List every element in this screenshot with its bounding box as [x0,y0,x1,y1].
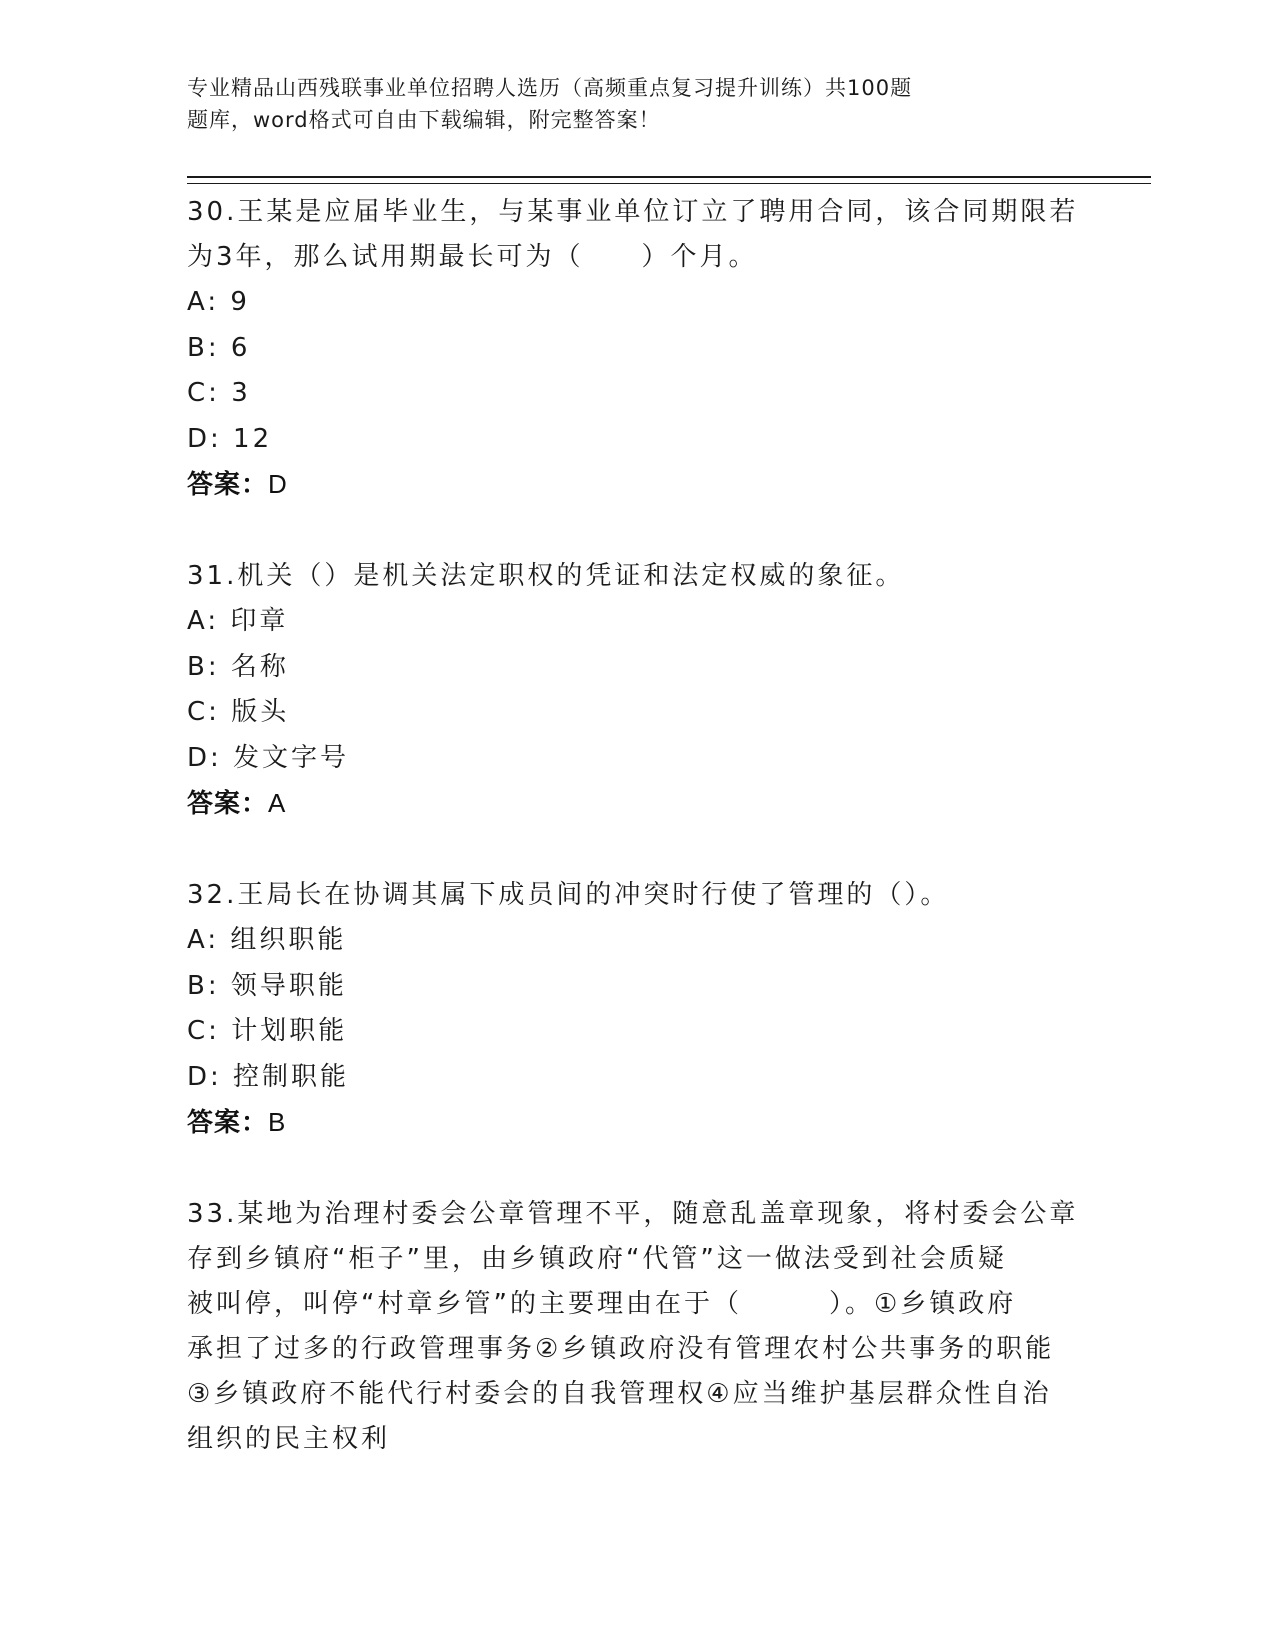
question-30 [187,190,1087,508]
option-a [187,599,1087,645]
answer-label: 答案： [187,470,269,500]
option-text: 6 [230,332,251,363]
option-d [187,417,1087,463]
answer [187,462,1087,508]
option-c [187,371,1087,417]
option-letter: A: [187,925,220,955]
question-stem-line: 承担了过多的行政管理事务②乡镇政府没有管理农村公共事务的职能 [187,1334,1055,1364]
question-stem-line: 33.某地为治理村委会公章管理不平，随意乱盖章现象，将村委会公章 [187,1199,1079,1229]
option-letter: A: [187,287,220,317]
option-c [187,1009,1087,1055]
option-a [187,918,1087,964]
option-letter: B: [187,332,220,363]
option-text: 发文字号 [233,742,350,773]
option-text: 组织职能 [230,925,347,955]
document-header [187,72,1067,136]
option-b [187,326,1087,372]
answer-value: D [268,469,288,499]
question-stem-line: 存到乡镇府“柜子”里，由乡镇政府“代管”这一做法受到社会质疑 [187,1244,1007,1274]
question-31 [187,554,1087,827]
option-d [187,736,1087,782]
option-d [187,1055,1087,1101]
option-text: 名称 [230,651,289,682]
option-c [187,690,1087,736]
option-letter: C: [187,697,220,727]
answer-value: B [268,1107,287,1137]
answer [187,1100,1087,1146]
question-stem-line: 为3年，那么试用期最长可为（ ）个月。 [187,242,758,272]
option-letter: D: [187,1061,222,1092]
option-text: 领导职能 [230,970,347,1001]
question-stem-line: 31.机关（）是机关法定职权的凭证和法定权威的象征。 [187,561,905,591]
answer-label: 答案： [187,789,269,819]
option-letter: D: [187,742,222,773]
option-letter: B: [187,651,220,682]
header-divider [187,176,1151,184]
question-stem-line: 被叫停，叫停“村章乡管”的主要理由在于（ ）。①乡镇政府 [187,1289,1017,1319]
answer-label: 答案： [187,1108,269,1138]
answer-value: A [268,788,287,818]
option-text: 控制职能 [233,1061,350,1092]
option-text: 计划职能 [231,1016,348,1046]
option-letter: A: [187,606,220,636]
option-text: 印章 [230,606,289,636]
option-letter: D: [187,423,222,454]
option-text: 9 [230,287,250,317]
option-text: 3 [231,378,251,408]
option-letter: C: [187,1016,220,1046]
question-spacer [187,827,1087,873]
header-line-1: 专业精品山西残联事业单位招聘人选历（高频重点复习提升训练）共100题 [187,76,913,100]
option-b [187,645,1087,691]
question-stem-line: 30.王某是应届毕业生，与某事业单位订立了聘用合同，该合同期限若 [187,197,1079,227]
answer [187,781,1087,827]
question-stem-line: 组织的民主权利 [187,1424,391,1454]
question-stem-line: 32.王局长在协调其属下成员间的冲突时行使了管理的（）。 [187,880,950,910]
question-stem-line: ③乡镇政府不能代行村委会的自我管理权④应当维护基层群众性自治 [187,1379,1052,1409]
option-letter: B: [187,970,220,1001]
question-33 [187,1192,1087,1462]
option-letter: C: [187,378,220,408]
question-spacer [187,1146,1087,1192]
question-list [187,190,1087,1462]
option-text: 版头 [231,697,290,727]
question-32 [187,873,1087,1146]
option-text: 12 [233,423,273,454]
header-line-2: 题库，word格式可自由下载编辑，附完整答案！ [187,108,661,132]
question-spacer [187,508,1087,554]
option-a [187,280,1087,326]
option-b [187,964,1087,1010]
